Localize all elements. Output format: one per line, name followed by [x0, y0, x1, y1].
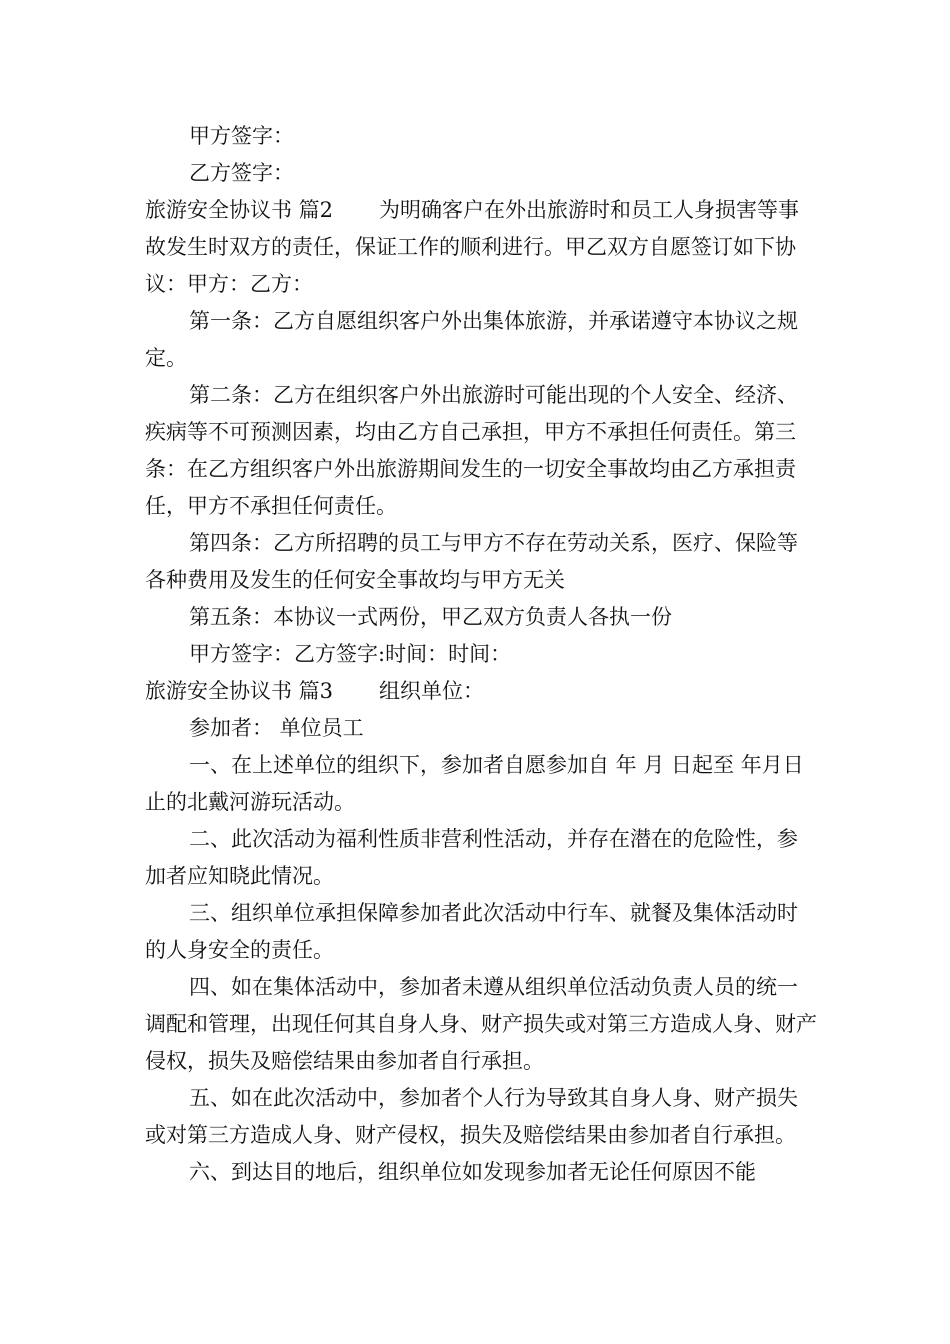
paragraph-signatures: 甲方签字：乙方签字:时间：时间： [189, 642, 512, 666]
paragraph-participants: 参加者： 单位员工 [189, 716, 364, 740]
paragraph-yi-signature: 乙方签字： [189, 161, 294, 185]
paragraph-article-4: 第四条：乙方所招聘的员工与甲方不存在劳动关系，医疗、保险等各种费用及发生的任何安全事故均与甲方无关 [145, 531, 798, 592]
paragraph-jia-signature: 甲方签字： [189, 124, 294, 148]
paragraph-item-5: 五、如在此次活动中，参加者个人行为导致其自身人身、财产损失或对第三方造成人身、财产侵权，损失及赔偿结果由参加者自行承担。 [145, 1086, 798, 1147]
paragraph-item-4: 四、如在集体活动中，参加者未遵从组织单位活动负责人员的统一调配和管理，出现任何其自身人身、财产损失或对第三方造成人身、财产侵权，损失及赔偿结果由参加者自行承担。 [145, 975, 817, 1073]
section-title: 旅游安全协议书 篇2 [145, 198, 334, 222]
section-intro: 组织单位： [379, 679, 485, 703]
section-intro: 为明确客户在外出旅游时和员工人身损害等事故发生时双方的责任，保证工作的顺利进行。甲乙双方自愿签订如下协议：甲方：乙方： [145, 198, 800, 296]
paragraph-item-2: 二、此次活动为福利性质非营利性活动，并存在潜在的危险性，参加者应知晓此情况。 [145, 827, 798, 888]
paragraph-item-1: 一、在上述单位的组织下，参加者自愿参加自 年 月 日起至 年月日止的北戴河游玩活动。 [145, 753, 804, 814]
paragraph-item-6: 六、到达目的地后，组织单位如发现参加者无论任何原因不能 [189, 1160, 756, 1184]
document-body [145, 118, 817, 1191]
section-heading-3 [145, 673, 817, 710]
section-title: 旅游安全协议书 篇3 [145, 679, 334, 703]
paragraph-article-5: 第五条：本协议一式两份，甲乙双方负责人各执一份 [189, 605, 672, 629]
paragraph-article-2-3: 第二条：乙方在组织客户外出旅游时可能出现的个人安全、经济、疾病等不可预测因素，均由乙方自己承担，甲方不承担任何责任。第三条：在乙方组织客户外出旅游期间发生的一切安全事故均由乙方承担责任，甲方不承担任何责任。 [145, 383, 798, 518]
paragraph-article-1: 第一条：乙方自愿组织客户外出集体旅游，并承诺遵守本协议之规定。 [145, 309, 798, 370]
section-heading-2 [145, 192, 817, 303]
paragraph-item-3: 三、组织单位承担保障参加者此次活动中行车、就餐及集体活动时的人身安全的责任。 [145, 901, 798, 962]
